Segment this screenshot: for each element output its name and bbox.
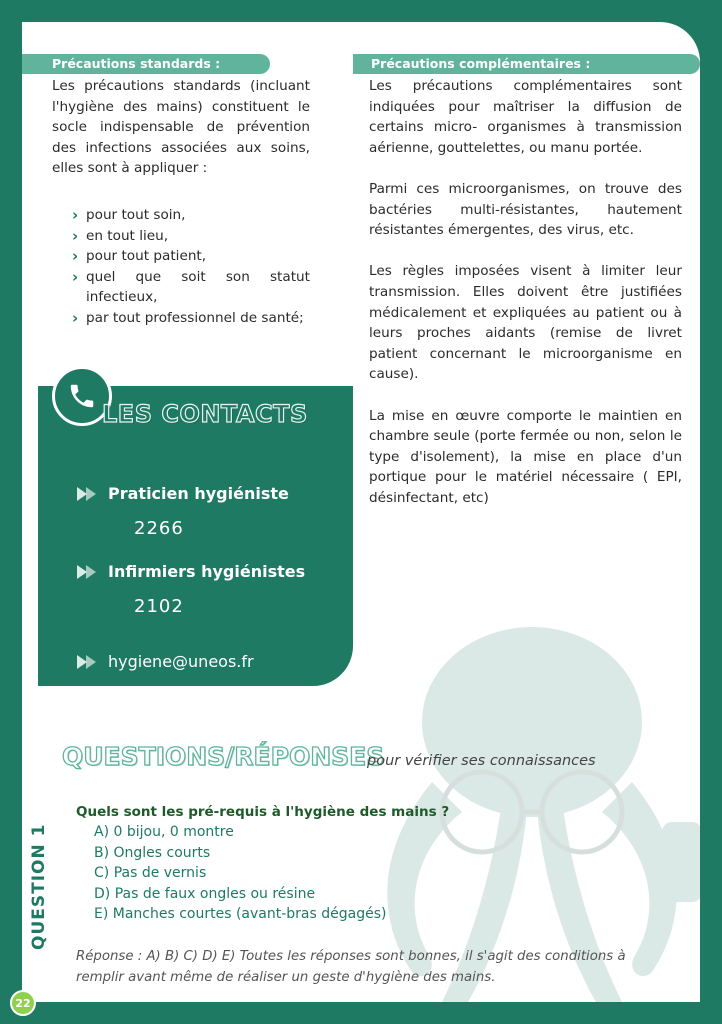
standard-precautions-list xyxy=(52,205,310,329)
answer-explanation: Réponse : A) B) C) D) E) Toutes les réponses sont bonnes, il s'agit des conditions à remplir avant même de réaliser un geste d'hygiène des mains. xyxy=(76,949,626,985)
list-item: › pour tout patient, xyxy=(72,247,207,266)
praticien-number: 2266 xyxy=(134,518,184,539)
paragraph: Les règles imposées visent à limiter leur transmission. Elles doivent être justifiées médicalement et expliquées au patient ou à leurs proches aidants (remise de livret patient concernant le microorganisme en cause). xyxy=(369,263,682,383)
complementary-precautions-heading: Précautions complémentaires : xyxy=(353,54,700,74)
chevron-right-icon: › xyxy=(72,267,79,286)
praticien-label: Praticien hygiéniste xyxy=(108,484,289,503)
contacts-box xyxy=(38,386,353,686)
chevron-right-icon: › xyxy=(72,247,79,266)
list-item: › par tout professionnel de santé; xyxy=(72,308,304,327)
standard-precautions-column xyxy=(52,76,310,329)
double-play-icon xyxy=(76,564,100,580)
paragraph: Les précautions complémentaires sont indiquées pour maîtriser la diffusion de certains micro- organismes à transmission aérienne, gouttelettes, ou manu portée. xyxy=(369,78,682,156)
praticien-contact xyxy=(76,484,289,503)
email-contact[interactable] xyxy=(76,652,254,671)
question-text: Quels sont les pré-requis à l'hygiène des mains ? xyxy=(76,804,450,820)
list-item: › quel que soit son statut infectieux, xyxy=(72,267,310,306)
questions-title: QUESTIONS/RÉPONSES xyxy=(62,742,385,771)
complementary-precautions-column xyxy=(369,76,682,529)
list-item: › pour tout soin, xyxy=(72,205,186,224)
chevron-right-icon: › xyxy=(72,308,79,327)
infirmiers-label: Infirmiers hygiénistes xyxy=(108,562,306,581)
double-play-icon xyxy=(76,654,100,670)
list-item: C) Pas de vernis xyxy=(94,865,207,882)
list-item: D) Pas de faux ongles ou résine xyxy=(94,885,316,902)
paragraph: Parmi ces microorganismes, on trouve des bactéries multi-résistantes, hautement résistantes émergentes, des virus, etc. xyxy=(369,180,682,239)
infirmiers-contact xyxy=(76,562,305,581)
page xyxy=(22,22,700,1002)
standard-precautions-intro: Les précautions standards (incluant l'hygiène des mains) constituent le socle indispensable de prévention des infections associées aux soins, elles sont à appliquer : xyxy=(52,78,310,177)
answers-list xyxy=(94,822,386,925)
contacts-title: LES CONTACTS xyxy=(102,400,308,428)
questions-subtitle: pour vérifier ses connaissances xyxy=(367,753,596,769)
email-link[interactable]: hygiene@uneos.fr xyxy=(108,652,254,671)
list-item: › en tout lieu, xyxy=(72,226,169,245)
paragraph: La mise en œuvre comporte le maintien en chambre seule (porte fermée ou non, selon le type d'isolement), la mise en place d'un portique pour le matériel nécessaire ( EPI, désinfectant, etc) xyxy=(369,407,682,506)
chevron-right-icon: › xyxy=(72,205,79,224)
double-play-icon xyxy=(76,486,100,502)
list-item: B) Ongles courts xyxy=(94,844,211,861)
page-number-badge: 22 xyxy=(10,990,36,1016)
list-item: A) 0 bijou, 0 montre xyxy=(94,824,234,840)
question-number-label: QUESTION 1 xyxy=(29,823,49,950)
list-item: E) Manches courtes (avant-bras dégagés) xyxy=(94,906,387,923)
chevron-right-icon: › xyxy=(72,226,79,245)
standard-precautions-heading: Précautions standards : xyxy=(22,54,270,74)
infirmiers-number: 2102 xyxy=(134,596,184,617)
